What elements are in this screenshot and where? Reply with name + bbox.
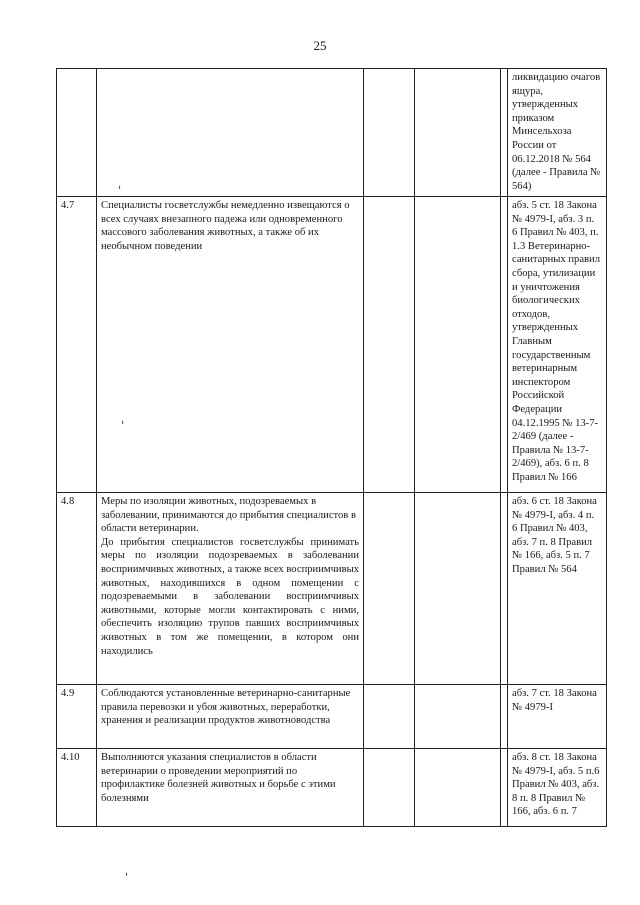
requirement-text-continuation: До прибытия специалистов госветслужбы принимать меры по изоляции подозреваемых в заболевании восприимчивых животных, а также всех восприимчивых животных, находившихся в одном помещении с подозреваемыми в заболевании восприимчивых животными, которые могли контактировать с ними, обеспечить изоляцию трупов павших восприимчивых животных в том же помещении, в котором они находились <box>101 536 359 657</box>
answer-na-cell[interactable] <box>501 749 508 827</box>
reference-text: абз. 7 ст. 18 Закона № 4979-I <box>512 688 597 713</box>
answer-na-cell[interactable] <box>501 685 508 749</box>
reference-cell <box>508 685 607 749</box>
answer-na-cell[interactable] <box>501 197 508 493</box>
scan-mark: ˌ <box>125 863 129 877</box>
requirement-cell <box>97 197 364 493</box>
reference-text: ликвидацию очагов ящура, утвержденных приказом Минсельхоза России от 06.12.2018 № 564 (далее - Правила № 564) <box>512 72 601 192</box>
table-row-4-8 <box>57 493 607 685</box>
requirement-text: Выполняются указания специалистов в области ветеринарии о проведении мероприятий по профилактике болезней животных и борьбе с этими болезнями <box>101 752 336 804</box>
answer-yes-cell[interactable] <box>364 493 415 685</box>
answer-yes-cell[interactable] <box>364 749 415 827</box>
table-row-4-10 <box>57 749 607 827</box>
checklist-table <box>56 68 607 827</box>
answer-no-cell[interactable] <box>415 749 501 827</box>
table-row-4-7 <box>57 197 607 493</box>
requirement-cell <box>97 493 364 685</box>
answer-na-cell[interactable] <box>501 493 508 685</box>
reference-text: абз. 6 ст. 18 Закона № 4979-I, абз. 4 п. 6 Правил № 403, абз. 7 п. 8 Правил № 166, абз. 5 п. 7 Правил № 564 <box>512 496 597 575</box>
answer-no-cell[interactable] <box>415 493 501 685</box>
answer-no-cell[interactable] <box>415 69 501 197</box>
table-row-continuation <box>57 69 607 197</box>
requirement-cell <box>97 69 364 197</box>
requirement-cell <box>97 749 364 827</box>
row-number-cell: 4.7 <box>57 197 97 493</box>
requirement-text: Специалисты госветслужбы немедленно извещаются о всех случаях внезапного падежа или одновременного массового заболевания животных, а также об их необычном поведении <box>101 200 350 252</box>
answer-no-cell[interactable] <box>415 197 501 493</box>
reference-cell <box>508 493 607 685</box>
row-number-cell <box>57 69 97 197</box>
reference-text: абз. 5 ст. 18 Закона № 4979-I, абз. 3 п. 6 Правил № 403, п. 1.3 Ветеринарно-санитарных правил сбора, утилизации и уничтожения биологических отходов, утвержденных Главным государственным ветеринарным инспектором Российской Федерации 04.12.1995 № 13-7-2/469 (далее - Правила № 13-7-2/469), абз. 6 п. 8 Правил № 166 <box>512 200 600 483</box>
answer-no-cell[interactable] <box>415 685 501 749</box>
reference-cell <box>508 69 607 197</box>
requirement-text: Соблюдаются установленные ветеринарно-санитарные правила перевозки и убоя животных, переработки, хранения и реализации продуктов животноводства <box>101 688 351 727</box>
reference-text: абз. 8 ст. 18 Закона № 4979-I, абз. 5 п.6 Правил № 403, абз. 8 п. 8 Правил № 166, абз. 6 п. 7 <box>512 752 600 818</box>
page-number: 25 <box>313 38 327 53</box>
answer-yes-cell[interactable] <box>364 69 415 197</box>
row-number-cell: 4.9 <box>57 685 97 749</box>
row-number-cell: 4.10 <box>57 749 97 827</box>
answer-na-cell[interactable] <box>501 69 508 197</box>
requirement-cell <box>97 685 364 749</box>
reference-cell <box>508 749 607 827</box>
answer-yes-cell[interactable] <box>364 197 415 493</box>
requirement-text: Меры по изоляции животных, подозреваемых в заболевании, принимаются до прибытия специалистов в области ветеринарии. <box>101 496 356 535</box>
row-number-cell: 4.8 <box>57 493 97 685</box>
scan-mark: ˌ <box>121 411 125 425</box>
scan-mark: ˌ <box>118 176 122 190</box>
reference-cell <box>508 197 607 493</box>
table-row-4-9 <box>57 685 607 749</box>
answer-yes-cell[interactable] <box>364 685 415 749</box>
